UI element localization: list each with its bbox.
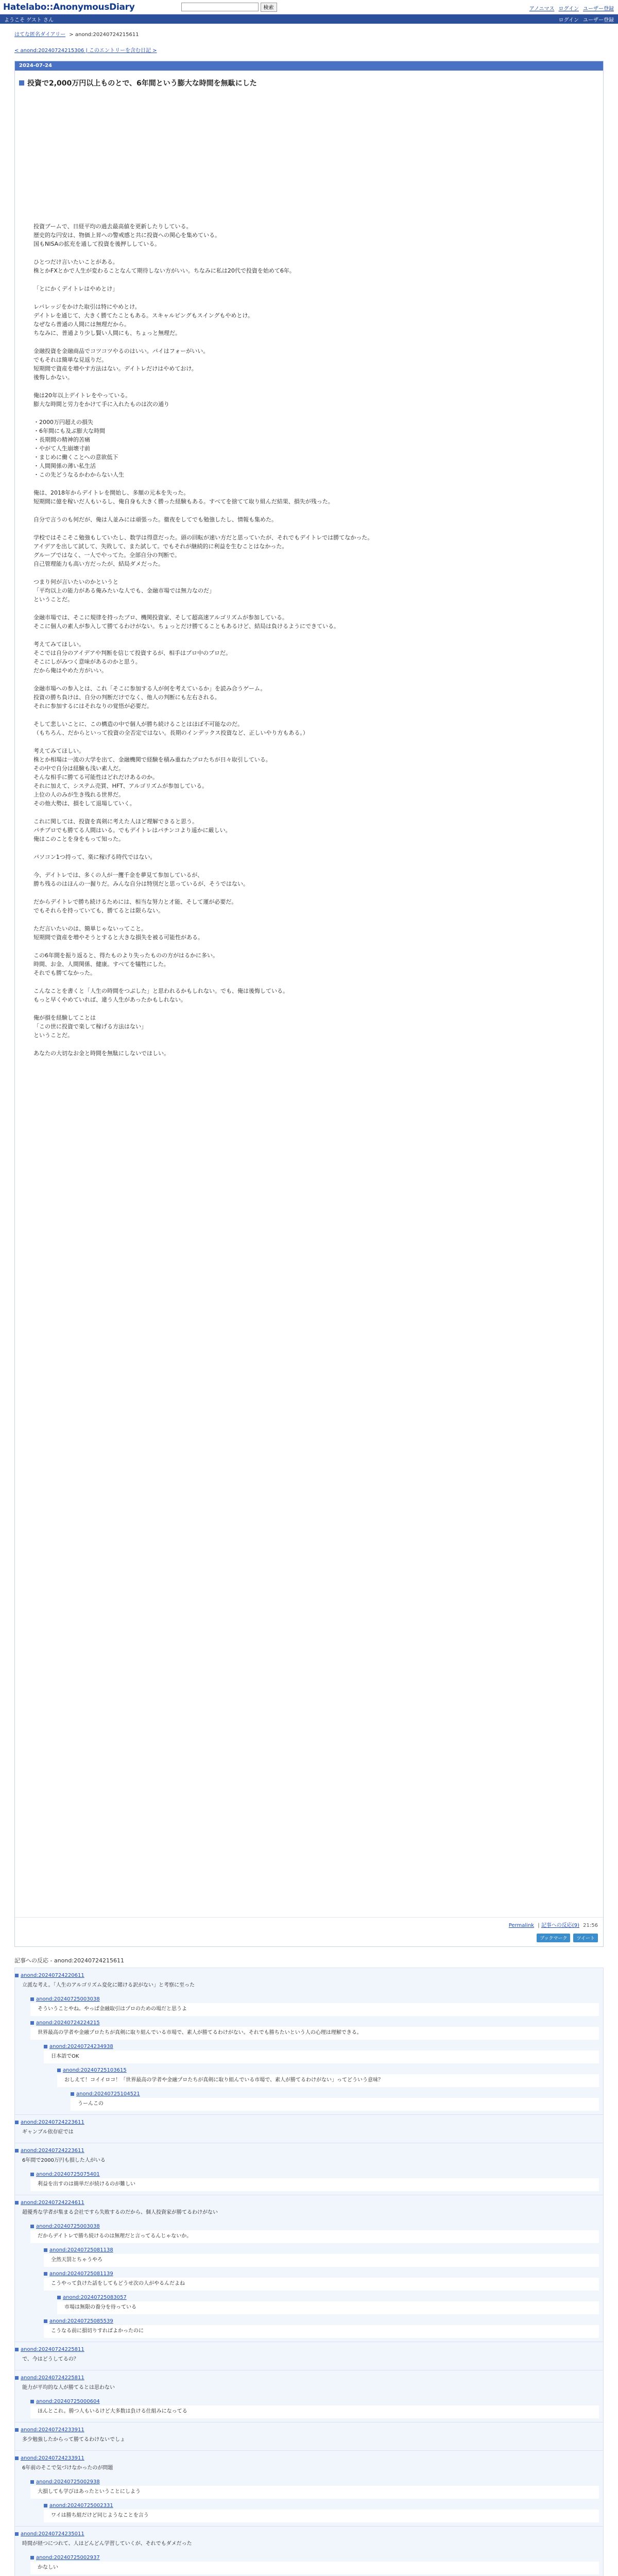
comment-body: 6年前のそこで気づけなかったのが問題: [22, 2465, 113, 2471]
entry-line: その中で自分は経験も浅い素人だ。: [33, 765, 124, 772]
paragraph-gap: [33, 675, 585, 684]
comment-body: こうやって負けた話をしてもどうせ次の人がやるんだよね: [44, 2278, 599, 2291]
reactions-link[interactable]: 記事への反応(9): [541, 1923, 579, 1928]
entry-line: アイデアを出して試して、失敗して、また試して。でもそれが継続的に利益を生むことはなかった。: [33, 543, 288, 550]
comment: [15, 2372, 603, 2396]
comment-header: [15, 2199, 599, 2207]
paragraph-gap: [33, 568, 585, 578]
entry-line: ちなみに、普通より少し賢い人間にも、ちょっと無理だ。: [33, 330, 181, 336]
comment-header: [44, 2317, 599, 2325]
comment-header: [57, 2066, 599, 2074]
comment: [30, 2552, 603, 2576]
comment-bullet-icon: [71, 2092, 74, 2096]
entry-line: そして悲しいことに、この構造の中で個人が勝ち続けることはほぼ不可能なのだ。: [33, 721, 243, 727]
entry-line: 金融市場への参入とは、これ「そこに参加する人が何を考えているか」を読み合うゲーム。: [33, 685, 266, 692]
comment: [15, 2145, 603, 2169]
entry-line: 今、デイトレでは、多くの人が一攫千金を夢見て参加しているが、: [33, 872, 203, 878]
comment: [30, 2396, 603, 2420]
comment-bullet-icon: [15, 2348, 19, 2351]
entry-footer: Permalink | 記事への反応(9) 21:56: [15, 1917, 603, 1931]
user-bar-register[interactable]: ユーザー登録: [583, 17, 614, 23]
link-register[interactable]: ユーザー登録: [583, 6, 614, 12]
comment-body: うーんこの: [71, 2098, 599, 2111]
comment-bullet-icon: [30, 2556, 34, 2560]
top-header: [0, 0, 618, 14]
comment-bullet-icon: [44, 2272, 47, 2276]
comment-link[interactable]: anond:20240724235011: [21, 2531, 84, 2537]
entry-line: こんなことを書くと「人生の時間をつぶした」と思われるかもしれない。でも、俺は後悔している。: [33, 988, 288, 994]
entry-line: この6年間を振り返ると、得たものより失ったものの方がはるかに多い。: [33, 952, 218, 959]
comment-bullet-icon: [15, 2456, 19, 2460]
paragraph-gap: [33, 524, 585, 533]
comment-link[interactable]: anond:20240724224611: [21, 2200, 84, 2206]
entry-line: それに加えて、システム売買、HFT、アルゴリズムが参加している。: [33, 783, 208, 789]
comment-body: ほんとこれ。勝つ人もいるけど大多数は負ける仕組みになってる: [30, 2405, 599, 2418]
paragraph-gap: [33, 977, 585, 987]
site-logo[interactable]: Hatelabo::AnonymousDiary: [3, 2, 135, 12]
entry-line: 俺は20年以上デイトレをやっている。: [33, 392, 131, 399]
paragraph-gap: [33, 888, 585, 897]
comment: [15, 2197, 603, 2221]
entry-line: だから俺はやめた方がいい。: [33, 667, 107, 674]
entry-line: 俺はこのことを身をもって知った。: [33, 836, 124, 842]
entry-line: ・2000万円超えの損失: [33, 419, 93, 426]
paragraph-gap: [33, 942, 585, 951]
entry-line: 自己管理能力も高い方だったが、結局ダメだった。: [33, 561, 164, 567]
entry-line: 株とか相場は一流の大学を出て、金融機関で経験を積み重ねたプロたちが日々取引している。: [33, 756, 271, 763]
entry-line: あなたの大切なお金と時間を無駄にしないでほしい。: [33, 1050, 169, 1057]
comment-body: 大損しても学びはあったということにしよう: [30, 2486, 599, 2499]
comment: [44, 2500, 603, 2524]
comment-header: [15, 2147, 599, 2155]
comment: [15, 1970, 603, 1994]
comment: [30, 2221, 603, 2245]
comment-link[interactable]: anond:20240725003038: [36, 2224, 100, 2229]
comment-body: 立派な考え。「人生のアルゴリズム変化に賭ける訳がない」と考察に至った: [22, 1982, 195, 1988]
user-bar-login[interactable]: ログイン: [558, 17, 579, 23]
entry-line: ・6年間にも及ぶ膨大な時間: [33, 428, 105, 434]
comment: [57, 2292, 603, 2316]
comment: [15, 2453, 603, 2477]
entry-line: ・まじめに働くことへの意欲低下: [33, 454, 118, 461]
entry-line: 歴史的な円安は、物価上昇への警戒感と共に投資への関心を集めている。: [33, 232, 220, 239]
paragraph-gap: [33, 1004, 585, 1013]
comment-link[interactable]: anond:20240725003038: [36, 1996, 100, 2002]
entry-line: 金融投資を金融商品でコツコツやるのはいい。パイはフォーがいい。: [33, 348, 209, 354]
comment-header: [30, 2398, 599, 2405]
comment-header: [15, 1972, 599, 1979]
comment-body: 利益を出すのは簡単だが続けるのが難しい: [30, 2178, 599, 2191]
search-input[interactable]: [181, 3, 259, 11]
comment-header: [57, 2294, 599, 2301]
paragraph-gap: [33, 293, 585, 302]
comment-body: 市場は無限の養分を待っている: [57, 2301, 599, 2314]
comment-link[interactable]: anond:20240724233911: [21, 2427, 84, 2433]
comment-bullet-icon: [30, 2173, 34, 2176]
entry-line: ・人間関係の薄い私生活: [33, 463, 96, 469]
paragraph-gap: [33, 506, 585, 515]
entry-nav: [0, 42, 618, 59]
entry-line: 学校ではそこそこ勉強もしていたし、数学は得意だった。頭の回転が速い方だと思っていたが、それでもデイトレでは勝てなかった。: [33, 534, 373, 541]
comment-divider: [15, 2450, 603, 2451]
breadcrumb: [0, 24, 618, 42]
comment-body: 日本語でOK: [44, 2050, 599, 2063]
entry-line: その他大勢は、損をして退場していく。: [33, 800, 135, 807]
comment-header: [30, 2554, 599, 2562]
user-bar: [0, 14, 618, 24]
entry-line: 膨大な時間と労力をかけて手に入れたものは次の通り: [33, 401, 169, 408]
link-anonymous[interactable]: アノニマス: [529, 6, 555, 12]
comment-link[interactable]: anond:20240725083057: [63, 2295, 127, 2300]
paragraph-gap: [33, 861, 585, 871]
comment-header: [15, 2530, 599, 2538]
comment-bullet-icon: [30, 2225, 34, 2228]
comment-header: [15, 2346, 599, 2353]
entry-line: パチプロでも勝てる人間はいる。でもデイトレはパチンコより遥かに厳しい。: [33, 827, 231, 834]
comment-body: 能力が平均的な人が勝てるとは思わない: [22, 2385, 115, 2391]
entry-line: パソコン1つ持って、楽に稼げる時代ではない。: [33, 854, 156, 860]
comment-link[interactable]: anond:20240724234938: [49, 2044, 113, 2049]
entry-line: 自分で言うのも何だが、俺は人並みには頑張った。徹夜をしてでも勉強したし、情報も集めた。: [33, 516, 277, 523]
paragraph-gap: [33, 631, 585, 640]
paragraph-gap: [33, 710, 585, 720]
paragraph-gap: [33, 808, 585, 817]
user-bar-links: [559, 15, 614, 23]
entry-line: 後悔しかない。: [33, 374, 73, 381]
comment: [15, 2117, 603, 2141]
entry-line: 投資ブームで、日経平均の過去最高値を更新したりしている。: [33, 223, 192, 230]
title-square-icon: [19, 80, 24, 86]
comment-bullet-icon: [44, 2248, 47, 2252]
comment-bullet-icon: [30, 2400, 34, 2403]
comment-body: 6年間で2000万円も損した人がいる: [22, 2158, 106, 2163]
comment-body: 時間が経つにつれて、人はどんどん学習していくが、それでもダメだった: [22, 2541, 192, 2547]
entry-line: ただ言いたいのは、簡単じゃないってこと。: [33, 925, 147, 932]
comment-link[interactable]: anond:20240725002331: [49, 2503, 113, 2509]
entry-line: ・長期間の精神的苦痛: [33, 436, 90, 443]
comments-list: [14, 1968, 604, 2576]
welcome-text: ようこそ ゲスト さん: [4, 17, 54, 23]
comment: [44, 2245, 603, 2268]
comment-bullet-icon: [30, 2021, 34, 2025]
entry-line: つまり何が言いたいのかというと: [33, 579, 118, 585]
comment-header: [30, 2478, 599, 2486]
entry-line: 「とにかくデイトレはやめとけ」: [33, 285, 118, 292]
comment-header: [44, 2502, 599, 2510]
entry-line: 金融市場では、そこに規律を持ったプロ、機関投資家、そして超高速アルゴリズムが参加している。: [33, 614, 288, 621]
entry-title[interactable]: 投資で2,000万円以上ものとで、6年間という膨大な時間を無駄にした: [27, 79, 257, 88]
search-button[interactable]: 検索: [261, 3, 277, 12]
entry-line: 俺が損を経験してことは: [33, 1014, 96, 1021]
comment-header: [15, 2374, 599, 2382]
entry-line: 時間、お金、人間関係、健康。すべてを犠牲にした。: [33, 961, 169, 968]
comment: [15, 2344, 603, 2368]
comment-bullet-icon: [15, 2201, 19, 2205]
entry-line: でもそれは簡単な見返りだ。: [33, 357, 107, 363]
comment-body: ワイは勝ち組だけど同じようなことを言う: [44, 2510, 599, 2522]
comment-header: [15, 2426, 599, 2434]
comment-link[interactable]: anond:20240724224215: [36, 2020, 100, 2026]
comment-header: [30, 2171, 599, 2178]
paragraph-gap: [33, 382, 585, 391]
entry-line: 株とかFXとかで人生が変わることなんて期待しない方がいい。ちなみに私は20代で投資を始めて6年。: [33, 267, 295, 274]
comment-bullet-icon: [15, 2428, 19, 2432]
entry-line: グループではなく、一人でやってた。全部自分の判断で。: [33, 552, 181, 558]
comment-divider: [15, 2114, 603, 2115]
entry-line: これに関しては、投資を真剣に考えた人ほど理解できると思う。: [33, 818, 198, 825]
comment-body: で、今はどうしてるの？: [22, 2357, 79, 2362]
comment-link[interactable]: anond:20240724225811: [21, 2375, 84, 2381]
comment: [44, 2268, 603, 2292]
entry-line: 短期間で資産を増やそうとすると大きな損失を被る可能性がある。: [33, 934, 203, 941]
comment-body: 世界最高の学者や金融プロたちが真剣に取り組んでいる市場で、素人が勝てるわけがない。それでも勝ちたいという人の心理は理解できる。: [30, 2027, 599, 2040]
comment: [30, 2169, 603, 2193]
paragraph-gap: [33, 843, 585, 853]
entry-line: もっと早くやめていれば、違う人生があったかもしれない。: [33, 996, 186, 1003]
entry-line: そこにしがみつく意味があるのかと思う。: [33, 658, 141, 665]
comment-bullet-icon: [15, 2376, 19, 2380]
paragraph-gap: [33, 915, 585, 924]
comment-link[interactable]: anond:20240724233911: [21, 2455, 84, 2461]
paragraph-gap: [33, 409, 585, 418]
comment-bullet-icon: [30, 1997, 34, 2001]
comment-body: おしえて！コイイロコ！「世界最高の学者や金融プロたちが真剣に取り組んでいる市場で、素人が勝てるわけがない」ってどういう意味？: [57, 2074, 599, 2087]
entry-line: ということだ。: [33, 1032, 73, 1039]
entry-line: 短期間に億を稼いだ人もいるし、俺自身も大きく勝った経験もある。すべてを捨てて取り組んだ結果、損失が残った。: [33, 498, 334, 505]
comment-header: [15, 2119, 599, 2126]
paragraph-gap: [33, 479, 585, 488]
comment-header: [44, 2270, 599, 2278]
comment-link[interactable]: anond:20240725103615: [63, 2067, 127, 2073]
comment-body: だからデイトレで勝ち続けるのは無理だと言ってるんじゃないか。: [30, 2230, 599, 2243]
comment-body: 全然天罰とちゃうやろ: [44, 2254, 599, 2267]
paragraph-gap: [33, 604, 585, 613]
paragraph-gap: [33, 275, 585, 284]
entry-line: レバレッジをかけた取引は特にやめとけ。: [33, 303, 141, 310]
comment-bullet-icon: [30, 2480, 34, 2484]
link-login[interactable]: ログイン: [558, 6, 579, 12]
comment-body: そういうことやね。やっぱ金融取引はプロのための場だと思うよ: [30, 2003, 599, 2016]
comment-bullet-icon: [15, 1974, 19, 1977]
entry-line: 考えてみてほしい。: [33, 641, 84, 648]
bookmark-button[interactable]: ブックマーク: [537, 1934, 570, 1942]
entry-line: （もちろん、だからといって投資の全否定ではない。長期のインデックス投資など、正しいやり方もある。）: [33, 730, 308, 736]
comment: [57, 2065, 603, 2089]
comment: [30, 1994, 603, 2018]
entry-line: それに参加するにはそれなりの覚悟が必要だ。: [33, 703, 152, 709]
prev-entry-link[interactable]: < anond:20240724215306 | このエントリーを含む日記 >: [14, 48, 157, 54]
entry-body: [15, 93, 603, 1917]
comment-link[interactable]: anond:20240724225811: [21, 2347, 84, 2352]
entry-line: そこに個人の素人が参入して勝てるわけがない。ちょっとだけ勝てることもあるけど、結局は負けるようにできている。: [33, 623, 339, 630]
comment-bullet-icon: [15, 2121, 19, 2124]
entry-date: 2024-07-24: [15, 61, 603, 71]
permalink[interactable]: Permalink: [508, 1923, 535, 1928]
comment-body: 多少勉強したからって勝てるわけないでしょ: [22, 2437, 125, 2443]
comment-divider: [15, 2526, 603, 2527]
comment-body: こうなる前に損切りすればよかったのに: [44, 2325, 599, 2338]
comment-link[interactable]: anond:20240725104521: [76, 2091, 140, 2097]
paragraph-gap: [33, 337, 585, 347]
comment-link[interactable]: anond:20240724223611: [21, 2148, 84, 2154]
entry-time: 21:56: [583, 1923, 598, 1928]
entry-line: ・この先どうなるかわからない人生: [33, 471, 124, 478]
comment-bullet-icon: [15, 2532, 19, 2536]
breadcrumb-sep: >: [69, 32, 74, 38]
entry-line: ・やがて人生崩壊寸前: [33, 445, 90, 452]
comment: [15, 2529, 603, 2552]
breadcrumb-current: anond:20240724215611: [75, 32, 139, 38]
comment-link[interactable]: anond:20240725000604: [36, 2399, 100, 2404]
search-bar: [181, 3, 277, 12]
comment-bullet-icon: [15, 2149, 19, 2153]
entry-line: 投資の勝ち負けは、自分の判断だけでなく、他人の判断にも左右される。: [33, 694, 220, 701]
entry-line: だからデイトレで勝ち続けるためには、相当な努力と才能、そして運が必要だ。: [33, 899, 237, 905]
comment-link[interactable]: anond:20240725085539: [49, 2318, 113, 2324]
comment-header: [30, 1995, 599, 2003]
entry-line: 俺は、2018年からデイトレを開始し、多額の元本を失った。: [33, 489, 190, 496]
entry-line: そんな相手に勝てる可能性はどれだけあるのか。: [33, 774, 158, 781]
entry-line: 考えてみてほしい。: [33, 748, 84, 754]
entry-line: 国もNISAの拡充を通して投資を後押ししている。: [33, 241, 161, 247]
entry-line: 上位の人のみが生き残れる世界だ。: [33, 791, 124, 798]
comment-header: [44, 2246, 599, 2254]
comment-bullet-icon: [57, 2296, 61, 2299]
comments-heading: 記事への反応 - anond:20240724215611: [14, 1957, 125, 1964]
comment-link[interactable]: anond:20240725081139: [49, 2271, 113, 2277]
comment: [15, 2425, 603, 2448]
comment-bullet-icon: [57, 2069, 61, 2072]
entry-line: 勝ち残るのはほんの一握りだ。みんな自分は特別だと思っているが、そうではない。: [33, 880, 249, 887]
comment-body: かなしい: [30, 2562, 599, 2574]
comment-link[interactable]: anond:20240724223611: [21, 2120, 84, 2125]
entry-line: そこでは自分のアイデアや判断を信じて投資するが、相手はプロ中のプロだ。: [33, 650, 232, 656]
comment-link[interactable]: anond:20240724220611: [21, 1973, 84, 1978]
comment-link[interactable]: anond:20240725075401: [36, 2172, 100, 2177]
breadcrumb-site[interactable]: はてな匿名ダイアリー: [14, 32, 66, 38]
entry-line: でもそれらを持っていても、勝てるとは限らない。: [33, 907, 164, 914]
comment-link[interactable]: anond:20240725002937: [36, 2555, 100, 2561]
entry-line: 「平均以上の能力がある俺みたいな人でも、金融市場では無力なのだ」: [33, 587, 215, 594]
paragraph-gap: [33, 737, 585, 747]
comment: [44, 2041, 603, 2065]
comment: [71, 2089, 603, 2112]
comment-header: [71, 2090, 599, 2098]
comment-bullet-icon: [44, 2319, 47, 2323]
entry-title-row: [15, 71, 603, 93]
comment: [30, 2477, 603, 2500]
entry-line: 短期間で資産を増やす方法はない。デイトレだけはやめておけ。: [33, 365, 197, 372]
comment-header: [30, 2019, 599, 2027]
paragraph-gap: [33, 1058, 585, 1067]
entry-line: それでも勝てなかった。: [33, 970, 96, 976]
comment-header: [15, 2454, 599, 2462]
entry-line: ひとつだけ言いたいことがある。: [33, 259, 118, 265]
comment-header: [30, 2223, 599, 2230]
comment-body: ギャンブル依存症では: [22, 2129, 74, 2135]
comment-bullet-icon: [44, 2504, 47, 2507]
comment: [30, 2018, 603, 2041]
paragraph-gap: [33, 248, 585, 258]
entry: [14, 61, 604, 1947]
paragraph-gap: [33, 1040, 585, 1049]
entry-line: 「この世に投資で楽して稼げる方法はない」: [33, 1023, 147, 1030]
comment-header: [44, 2043, 599, 2050]
comment-body: 超優秀な学者が集まる会社ですら失敗するのだから、個人投資家が勝てるわけがない: [22, 2210, 218, 2215]
tweet-button[interactable]: ツイート: [573, 1934, 598, 1942]
share-buttons: [15, 1931, 603, 1946]
entry-line: デイトレを通じて、大きく勝てたこともある。スキャルピングもスイングもやめとけ。: [33, 312, 253, 319]
entry-line: なぜなら普通の人間には無理だから。: [33, 321, 130, 328]
comment: [44, 2316, 603, 2340]
entry-line: ということだ。: [33, 596, 73, 603]
comment-link[interactable]: anond:20240725081138: [49, 2247, 113, 2253]
comment-link[interactable]: anond:20240725002938: [36, 2479, 100, 2485]
comment-bullet-icon: [44, 2045, 47, 2048]
top-links: [529, 4, 614, 12]
